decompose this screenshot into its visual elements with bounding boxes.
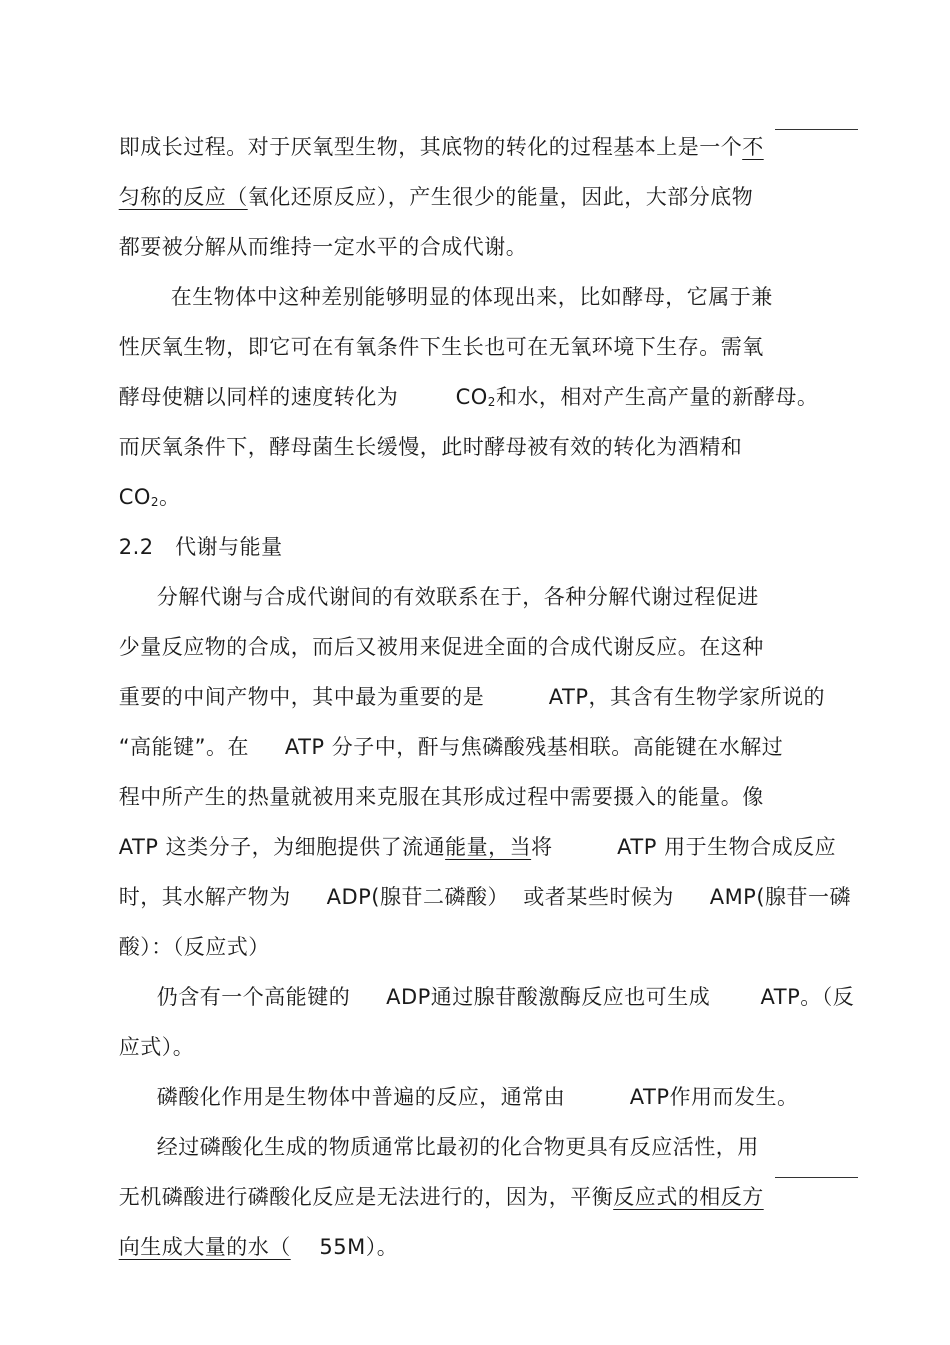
underlined-text: 反应式的相反方 [613,1185,764,1209]
text-line [90,902,270,959]
text-run: ATP 这类分子，为细胞提供了流通 [118,835,446,859]
text-run: 将 ATP 用于生物合成反应 [531,835,837,859]
text-run: 磷酸化作用是生物体中普遍的反应，通常由 ATP作用而发生。 [156,1085,799,1109]
underlined-text: 能量，当 [445,835,532,859]
text-line [90,652,826,709]
underlined-text: 向生成大量的水（ [118,1235,291,1259]
text-line [90,452,181,509]
text-line [128,1102,759,1159]
text-run: 性厌氧生物，即它可在有氧条件下生长也可在无氧环境下生存。需氧 [118,335,764,359]
text-run: 。 [159,485,181,509]
text-run: 少量反应物的合成，而后又被用来促进全面的合成代谢反应。在这种 [118,635,764,659]
text-run: 时，其水解产物为 ADP(腺苷二磷酸） 或者某些时候为 AMP(腺苷一磷 [118,885,852,909]
text-line [128,952,855,1009]
text-line [90,852,852,909]
text-line [128,552,759,609]
text-run: 而厌氧条件下，酵母菌生长缓慢，此时酵母被有效的转化为酒精和 [118,435,743,459]
text-run: 在生物体中这种差别能够明显的体现出来，比如酵母，它属于兼 [170,285,773,309]
text-run: 无机磷酸进行磷酸化反应是无法进行的，因为，平衡 [118,1185,614,1209]
text-line [90,352,819,409]
text-line [90,602,764,659]
text-run: 和水，相对产生高产量的新酵母。 [495,385,819,409]
text-run: 即成长过程。对于厌氧型生物，其底物的转化的过程基本上是一个 [118,135,743,159]
text-line [90,402,743,459]
text-run: 分解代谢与合成代谢间的有效联系在于，各种分解代谢过程促进 [156,585,759,609]
text-line [128,1052,799,1109]
text-run: 应式）。 [118,1035,195,1059]
text-line [142,252,773,309]
text-run: 酵母使糖以同样的速度转化为 CO [118,385,488,409]
text-line [90,1152,764,1209]
text-run: 都要被分解从而维持一定水平的合成代谢。 [118,235,528,259]
text-line [90,202,528,259]
text-run: “高能键”。在 ATP 分子中，酐与焦磷酸残基相联。高能键在水解过 [118,735,784,759]
text-run: CO [118,485,151,509]
text-line [90,802,837,859]
underline-rule [775,1177,858,1178]
section-heading-text: 2.2 代谢与能量 [118,535,283,559]
text-run: 酸）：（反应式） [118,935,270,959]
underline-rule [775,129,858,130]
text-run: 程中所产生的热量就被用来克服在其形成过程中需要摄入的能量。像 [118,785,764,809]
underlined-text: 匀称的反应（ [118,185,248,209]
text-line [90,102,764,159]
text-line [90,702,784,759]
text-line [90,302,764,359]
text-run: 重要的中间产物中，其中最为重要的是 ATP，其含有生物学家所说的 [118,685,826,709]
text-run: 经过磷酸化生成的物质通常比最初的化合物更具有反应活性，用 [156,1135,759,1159]
text-run: 氧化还原反应），产生很少的能量，因此，大部分底物 [247,185,754,209]
text-line [90,1202,399,1259]
section-heading [90,502,283,559]
text-run: 55M）。 [290,1235,399,1259]
text-line [90,752,764,809]
subscript-text: 2 [487,395,496,409]
text-line [90,152,754,209]
text-run: 仍含有一个高能键的 ADP通过腺苷酸激酶反应也可生成 ATP。（反 [156,985,855,1009]
underlined-text: 不 [742,135,764,159]
text-line [90,1002,195,1059]
subscript-text: 2 [150,495,160,509]
